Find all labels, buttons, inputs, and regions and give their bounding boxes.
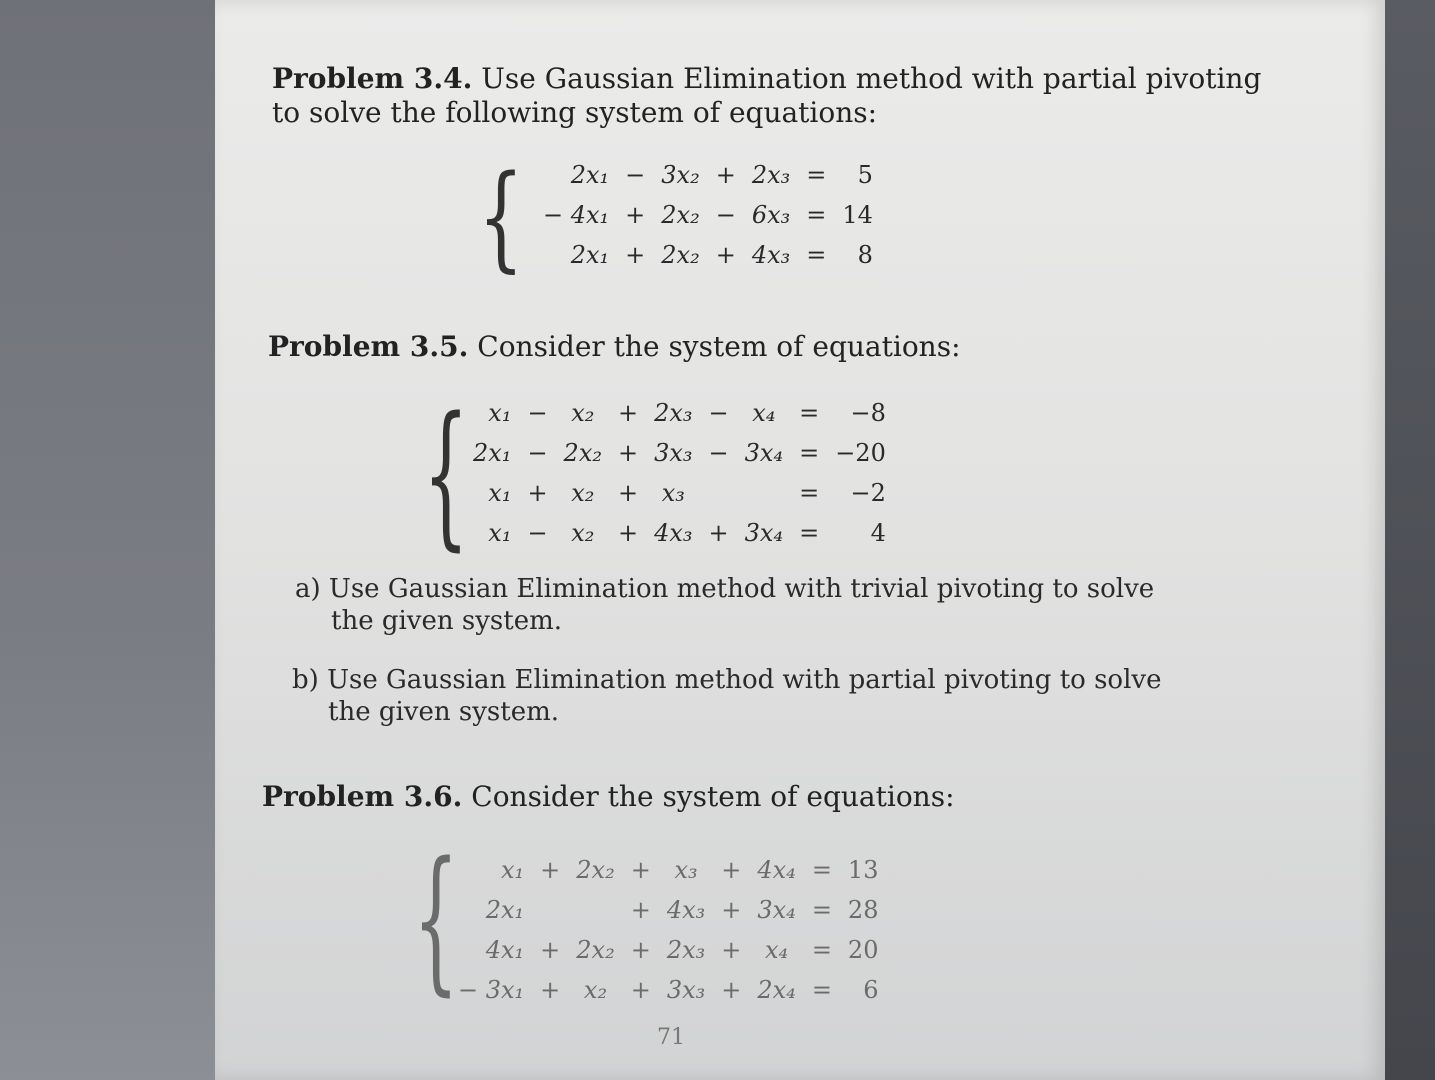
equation-term: 4x₃ (751, 241, 791, 269)
equation-term: 2x₂ (661, 201, 700, 229)
equation-row (450, 970, 886, 1010)
equation-term: + (527, 479, 548, 507)
problem-3-5-heading: Problem 3.5. (268, 330, 469, 363)
equation-term (737, 473, 791, 513)
equation-term: = (811, 896, 832, 924)
equation-term: 14 (842, 201, 873, 229)
equation-term: = (811, 856, 832, 884)
equation-term: 2x₂ (563, 439, 602, 467)
equation-term: 2x₃ (666, 936, 706, 964)
equation-term: = (799, 519, 820, 547)
equation-term: + (625, 201, 646, 229)
equation-term: + (630, 976, 651, 1004)
equation-term: − (715, 201, 736, 229)
problem-3-4-text-1: Use Gaussian Elimination method with partial pivoting (481, 62, 1262, 95)
equation-term: = (811, 936, 832, 964)
part-b-line-2: the given system. (328, 697, 560, 727)
equation-term: + (630, 936, 651, 964)
equation-term: − (527, 439, 548, 467)
equation-row (450, 930, 886, 970)
equation-term: + (617, 399, 639, 427)
equation-term: = (799, 439, 820, 467)
equation-term: 4x₃ (666, 896, 706, 924)
equation-term: + (540, 936, 561, 964)
part-a-line-1: Use Gaussian Elimination method with trivial pivoting to solve (328, 574, 1155, 604)
page-number: 71 (657, 1025, 685, 1050)
equation-term: −2 (850, 479, 886, 507)
equation-term: 6x₃ (751, 201, 791, 229)
equation-term: x₃ (661, 479, 685, 507)
equation-term: = (811, 976, 832, 1004)
equation-row (535, 195, 881, 235)
left-brace: { (413, 830, 459, 1012)
background-edge (1385, 0, 1435, 1080)
equation-term: + (540, 856, 561, 884)
equation-term: 3x₄ (757, 896, 796, 924)
equation-system-3-5 (465, 393, 894, 553)
equation-term: x₂ (583, 976, 608, 1004)
equation-term: = (799, 399, 820, 427)
equation-term: + (715, 241, 736, 269)
equation-term: 5 (857, 161, 873, 189)
equation-row (465, 513, 894, 553)
part-b-label: b) (292, 665, 319, 695)
equation-term: + (617, 439, 639, 467)
part-a (295, 573, 1154, 637)
equation-term: 13 (847, 856, 879, 884)
equation-row (535, 235, 881, 275)
equation-term: + (540, 976, 561, 1004)
equation-term: − (625, 161, 646, 189)
equation-term: − (708, 399, 729, 427)
equation-term: 3x₃ (654, 439, 693, 467)
equation-term: + (715, 161, 736, 189)
equation-row (465, 433, 894, 473)
equation-term: x₁ (488, 479, 512, 507)
equation-term: 2x₁ (570, 161, 610, 189)
equation-term: = (806, 241, 827, 269)
equation-term (701, 473, 737, 513)
equation-term: − 3x₁ (458, 976, 525, 1004)
problem-3-5-statement (268, 330, 961, 364)
equation-system-3-4 (535, 155, 881, 275)
equation-term: 2x₁ (485, 896, 525, 924)
equation-term: − 4x₁ (543, 201, 610, 229)
equation-term: −20 (835, 439, 886, 467)
equation-term: + (721, 976, 742, 1004)
part-a-line-2: the given system. (331, 606, 563, 636)
equation-term: 3x₄ (744, 519, 784, 547)
equation-term: 4x₄ (757, 856, 796, 884)
equation-system-3-6 (450, 850, 886, 1010)
equation-row (535, 155, 881, 195)
equation-term: 4x₁ (485, 936, 525, 964)
equation-term: 4x₃ (654, 519, 693, 547)
equation-term: + (617, 479, 639, 507)
equation-term: − (527, 399, 548, 427)
equation-term: x₂ (571, 519, 595, 547)
equation-row (465, 473, 894, 513)
equation-term: x₁ (501, 856, 525, 884)
equation-term: − (527, 519, 548, 547)
equation-term: + (630, 896, 651, 924)
equation-term: 8 (857, 241, 873, 269)
problem-3-4-heading: Problem 3.4. (272, 62, 473, 95)
equation-term: + (721, 896, 742, 924)
equation-term: = (806, 201, 827, 229)
problem-3-4-text-2: to solve the following system of equations: (272, 96, 878, 129)
equation-term: x₃ (674, 856, 698, 884)
equation-term (568, 890, 622, 930)
equation-term: = (799, 479, 820, 507)
equation-term: 2x₂ (576, 936, 615, 964)
equation-term: x₂ (571, 399, 595, 427)
equation-term: 20 (847, 936, 879, 964)
equation-term: x₄ (765, 936, 789, 964)
equation-term: 2x₂ (661, 241, 700, 269)
problem-3-6-statement (262, 780, 955, 814)
left-brace: { (423, 385, 469, 567)
equation-term: + (625, 241, 646, 269)
equation-term: x₁ (488, 399, 512, 427)
equation-row (450, 890, 886, 930)
equation-term: 4 (870, 519, 886, 547)
equation-term: x₄ (752, 399, 776, 427)
equation-term: x₁ (488, 519, 512, 547)
problem-3-4-statement (272, 62, 1261, 130)
left-brace: { (478, 152, 524, 285)
part-b (292, 664, 1161, 728)
equation-term: 2x₃ (751, 161, 791, 189)
equation-term: − (708, 439, 729, 467)
equation-term (532, 890, 568, 930)
equation-term: + (617, 519, 639, 547)
equation-term: + (630, 856, 651, 884)
part-a-label: a) (295, 574, 321, 604)
equation-term: 28 (847, 896, 879, 924)
part-b-line-1: Use Gaussian Elimination method with partial pivoting to solve (327, 665, 1162, 695)
equation-term: + (721, 936, 742, 964)
problem-3-5-text: Consider the system of equations: (477, 330, 961, 363)
equation-term: 2x₂ (576, 856, 615, 884)
equation-term: 2x₄ (757, 976, 796, 1004)
problem-3-6-heading: Problem 3.6. (262, 780, 463, 813)
equation-term: 2x₁ (570, 241, 610, 269)
equation-term: 2x₃ (654, 399, 693, 427)
equation-term: 3x₂ (661, 161, 700, 189)
equation-term: 3x₃ (666, 976, 706, 1004)
equation-term: + (708, 519, 729, 547)
equation-term: −8 (850, 399, 886, 427)
equation-term: + (721, 856, 742, 884)
equation-term: x₂ (571, 479, 595, 507)
equation-term: 6 (863, 976, 879, 1004)
problem-3-6-text: Consider the system of equations: (471, 780, 955, 813)
equation-row (465, 393, 894, 433)
equation-term: 2x₁ (473, 439, 512, 467)
equation-term: 3x₄ (744, 439, 784, 467)
equation-term: = (806, 161, 827, 189)
equation-row (450, 850, 886, 890)
